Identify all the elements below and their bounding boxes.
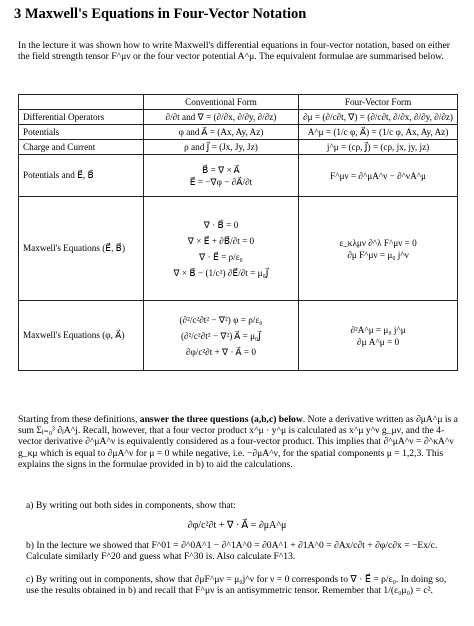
conventional-equation: φ and A⃗ = (Ax, Ay, Az) <box>178 127 264 137</box>
section-heading: 3 Maxwell's Equations in Four-Vector Notation <box>14 6 307 22</box>
four-vector-equation: ε_κλμν ∂^λ F^μν = 0 <box>339 237 417 248</box>
row-label: Potentials <box>19 125 144 140</box>
four-vector-form-cell <box>299 125 458 140</box>
four-vector-equation: ∂μ F^μν = μ₀ j^ν <box>347 249 409 260</box>
table-row <box>19 125 458 140</box>
four-vector-equation: j^μ = (cρ, J⃗) = (cρ, jx, jy, jz) <box>326 142 430 152</box>
conventional-form-cell <box>143 125 298 140</box>
conventional-equation: ∂φ/c²∂t + ∇ · A⃗ = 0 <box>185 346 256 357</box>
question-a-equation: ∂φ/c²∂t + ∇ · A⃗ = ∂μA^μ <box>187 520 287 531</box>
table-row <box>19 140 458 155</box>
table-header-blank <box>19 95 144 110</box>
table-row <box>19 110 458 125</box>
four-vector-equation: ∂²A^μ = μ₀ j^μ <box>350 324 406 335</box>
table-row <box>19 301 458 371</box>
bold-instruction: answer the three questions (a,b,c) below <box>139 414 303 425</box>
conventional-equation: ∇ · E⃗ = ρ/ε₀ <box>199 251 243 262</box>
four-vector-equation: F^μν = ∂^μA^ν − ∂^νA^μ <box>330 170 426 181</box>
conventional-form-cell <box>143 301 298 371</box>
row-label: Charge and Current <box>19 140 144 155</box>
question-a-text: a) By writing out both sides in components, show that: <box>26 500 236 511</box>
table-header-row <box>19 95 458 110</box>
conventional-form-cell <box>143 110 298 125</box>
conventional-equation: (∂²/c²∂t² − ∇²) φ = ρ/ε₀ <box>179 314 263 325</box>
question-b-text: b) In the lecture we showed that F^01 = ∂^0A^1 − ∂^1A^0 = ∂0A^1 + ∂1A^0 = ∂Ax/c∂t + ∂φ/c∂x = −Ex/c. Calculate similarly F^20 and guess what F^30 is. Also calculate F^13. <box>26 540 438 563</box>
row-label: Potentials and E⃗, B⃗ <box>19 155 144 197</box>
row-label: Maxwell's Equations (E⃗, B⃗) <box>19 197 144 301</box>
instructions-paragraph: Starting from these definitions, answer the three questions (a,b,c) below. Note a derivative written as ∂μA^μ is a sum Σⱼ₌₀³ ∂ⱼA^j. Recall, however, that a four vector product x^μ · y^μ is calculated as x^μ y^ν g_μν, and the 4-vector derivative ∂^μA^ν is equivalently considered as a four-vector product. This implies that ∂^μA^ν = ∂^κA^ν g_κμ which is equal to ∂μA^ν for μ = 0 while negative, i.e. −∂μA^ν, for the spatial components μ = 1,2,3. This explains the signs in the formulae provided in b) to aid the calculations. <box>18 414 458 470</box>
conventional-form-cell <box>143 197 298 301</box>
table-body <box>19 110 458 371</box>
conventional-equation: ∇ × E⃗ + ∂B⃗/∂t = 0 <box>187 235 255 246</box>
row-label: Differential Operators <box>19 110 144 125</box>
conventional-form-cell <box>143 140 298 155</box>
table-header-four-vector: Four-Vector Form <box>299 95 458 110</box>
conventional-equation: E⃗ = −∇φ − ∂A⃗/∂t <box>189 176 253 187</box>
conventional-equation: ρ and J⃗ = (Jx, Jy, Jz) <box>184 142 258 152</box>
conventional-form-cell <box>143 155 298 197</box>
conventional-equation: B⃗ = ∇ × A⃗ <box>202 164 240 175</box>
four-vector-form-cell <box>299 140 458 155</box>
table-header-conventional: Conventional Form <box>143 95 298 110</box>
intro-paragraph: In the lecture it was shown how to write Maxwell's differential equations in four-vector notation, based on either the field strength tensor F^μν or the four vector potential A^μ. The equivalent formulae are summarised below. <box>18 40 450 63</box>
table-row <box>19 155 458 197</box>
four-vector-equation: A^μ = (1/c φ, A⃗) = (1/c φ, Ax, Ay, Az) <box>307 127 449 137</box>
row-label: Maxwell's Equations (φ, A⃗) <box>19 301 144 371</box>
four-vector-form-cell <box>299 301 458 371</box>
four-vector-form-cell <box>299 110 458 125</box>
four-vector-form-cell <box>299 155 458 197</box>
conventional-equation: ∂/∂t and ∇ = (∂/∂x, ∂/∂y, ∂/∂z) <box>165 112 277 122</box>
question-c-text: c) By writing out in components, show that ∂μF^μν = μ₀j^ν for ν = 0 corresponds to ∇ · E⃗ = ρ/ε₀. In doing so, use the results obtained in b) and recall that F^μν is an antisymmetric tensor. Remember that 1/(ε₀μ₀) = c². <box>26 574 447 597</box>
conventional-equation: ∇ · B⃗ = 0 <box>203 219 239 230</box>
table-row <box>19 197 458 301</box>
conventional-equation: (∂²/c²∂t² − ∇²) A⃗ = μ₀J⃗ <box>180 330 261 341</box>
maxwell-equations-table <box>18 94 458 371</box>
four-vector-form-cell <box>299 197 458 301</box>
four-vector-equation: ∂μ A^μ = 0 <box>357 336 400 347</box>
four-vector-equation: ∂μ = (∂/c∂t, ∇) = (∂/c∂t, ∂/∂x, ∂/∂y, ∂/∂z) <box>303 112 453 122</box>
conventional-equation: ∇ × B⃗ − (1/c²) ∂E⃗/∂t = μ₀J⃗ <box>173 267 269 278</box>
